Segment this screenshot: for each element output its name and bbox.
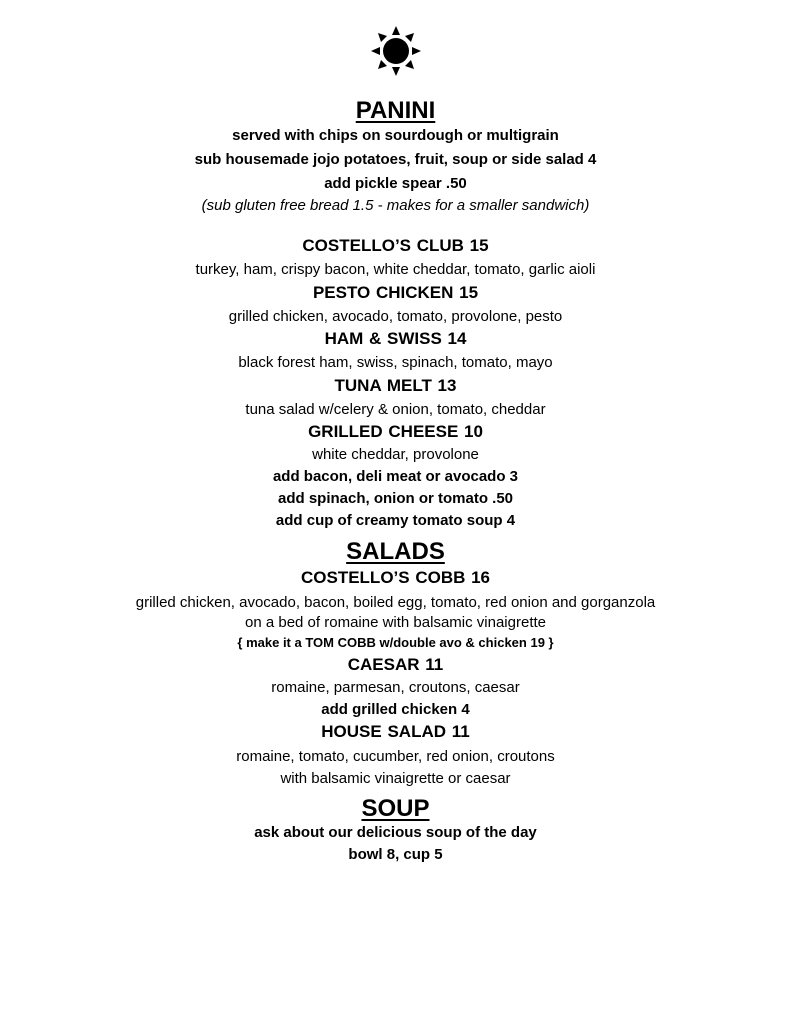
menu-item-desc: grilled chicken, avocado, bacon, boiled egg, tomato, red onion and gorganzola <box>135 594 656 611</box>
menu-item-name: TUNA MELT 13 <box>334 376 457 395</box>
addon-line: add cup of creamy tomato soup 4 <box>275 512 516 529</box>
salads-heading: SALADS <box>346 538 445 565</box>
menu-item-desc: turkey, ham, crispy bacon, white cheddar, tomato, garlic aioli <box>195 261 596 278</box>
menu-item-desc: white cheddar, provolone <box>312 446 479 463</box>
menu-item-desc: black forest ham, swiss, spinach, tomato, mayo <box>238 354 553 371</box>
menu-item-name: GRILLED CHEESE 10 <box>308 422 483 441</box>
addon-line: add grilled chicken 4 <box>321 701 470 718</box>
addon-line: add spinach, onion or tomato .50 <box>277 490 514 507</box>
soup-heading: SOUP <box>361 795 430 822</box>
menu-item-desc: romaine, tomato, cucumber, red onion, croutons <box>236 748 555 765</box>
panini-note: (sub gluten free bread 1.5 - makes for a smaller sandwich) <box>201 197 590 214</box>
panini-heading: PANINI <box>355 97 436 124</box>
menu-item-name: HAM & SWISS 14 <box>324 329 467 348</box>
addon-line: add bacon, deli meat or avocado 3 <box>272 468 519 485</box>
menu-item-desc: tuna salad w/celery & onion, tomato, cheddar <box>245 401 546 418</box>
menu-item-name: CAESAR 11 <box>347 655 444 674</box>
menu-item-desc: grilled chicken, avocado, tomato, provolone, pesto <box>228 308 563 325</box>
menu-item-name: COSTELLO’S COBB 16 <box>300 568 491 587</box>
panini-note: sub housemade jojo potatoes, fruit, soup or side salad 4 <box>194 151 597 168</box>
soup-price: bowl 8, cup 5 <box>348 846 443 863</box>
menu-item-name: HOUSE SALAD 11 <box>321 722 470 741</box>
panini-note: add pickle spear .50 <box>324 175 467 192</box>
menu-item-desc: with balsamic vinaigrette or caesar <box>280 770 511 787</box>
cobb-upgrade-note: { make it a TOM COBB w/double avo & chicken 19 } <box>237 635 554 650</box>
menu-item-name: COSTELLO’S CLUB 15 <box>302 236 489 255</box>
panini-note: served with chips on sourdough or multigrain <box>232 127 559 144</box>
soup-desc: ask about our delicious soup of the day <box>254 824 537 841</box>
sun-icon <box>371 26 421 76</box>
menu-item-desc: on a bed of romaine with balsamic vinaigrette <box>245 614 546 631</box>
menu-item-name: PESTO CHICKEN 15 <box>312 283 479 302</box>
menu-item-desc: romaine, parmesan, croutons, caesar <box>271 679 520 696</box>
